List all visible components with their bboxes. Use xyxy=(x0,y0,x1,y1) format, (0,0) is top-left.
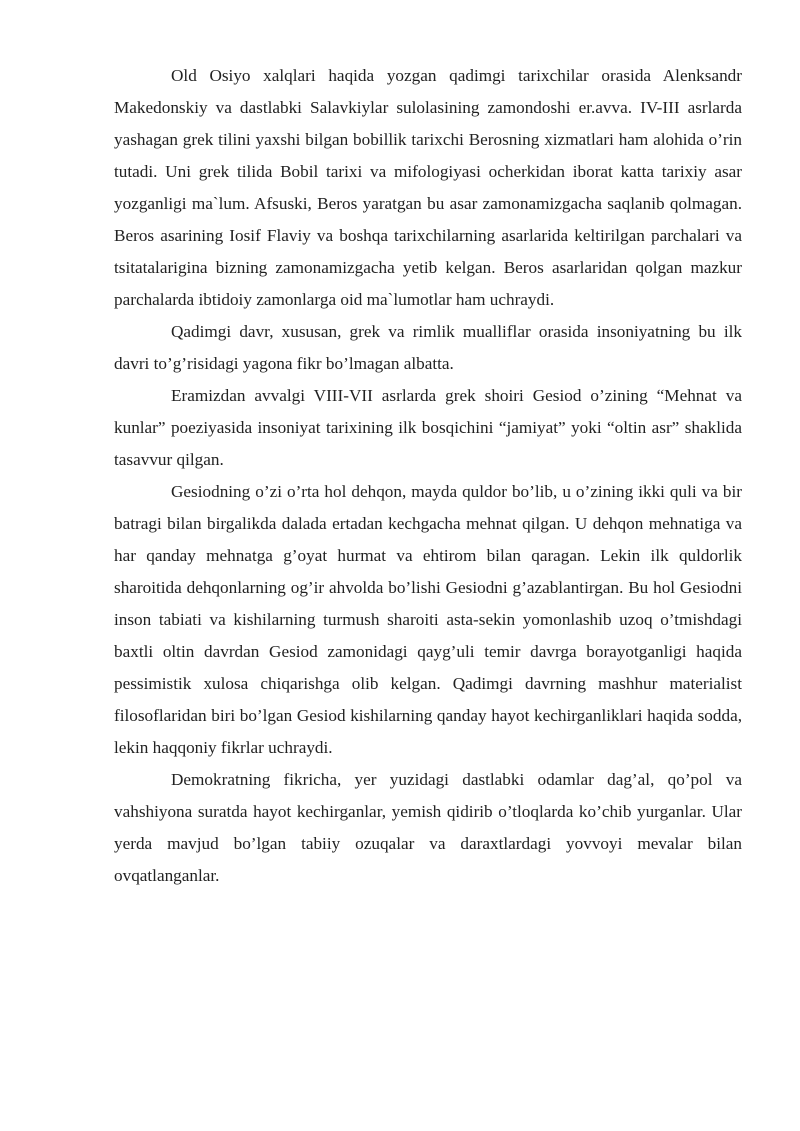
document-body xyxy=(114,60,742,892)
paragraph-5: Demokratning fikricha, yer yuzidagi dastlabki odamlar dag’al, qo’pol va vahshiyona suratda hayot kechirganlar, yemish qidirib o’tloqlarda ko’chib yurganlar. Ular yerda mavjud bo’lgan tabiiy ozuqalar va daraxtlardagi yovvoyi mevalar bilan ovqatlanganlar. xyxy=(114,770,742,885)
paragraph-2: Qadimgi davr, xususan, grek va rimlik mualliflar orasida insoniyatning bu ilk davri to’g’risidagi yagona fikr bo’lmagan albatta. xyxy=(114,322,742,373)
paragraph-3: Eramizdan avvalgi VIII-VII asrlarda grek shoiri Gesiod o’zining “Mehnat va kunlar” poeziyasida insoniyat tarixining ilk bosqichini “jamiyat” yoki “oltin asr” shaklida tasavvur qilgan. xyxy=(114,386,742,469)
paragraph-4: Gesiodning o’zi o’rta hol dehqon, mayda quldor bo’lib, u o’zining ikki quli va bir batragi bilan birgalikda dalada ertadan kechgacha mehnat qilgan. U dehqon mehnatiga va har qanday mehnatga g’oyat hurmat va ehtirom bilan qaragan. Lekin ilk quldorlik sharoitida dehqonlarning og’ir ahvolda bo’lishi Gesiodni g’azablantirgan. Bu hol Gesiodni inson tabiati va kishilarning turmush sharoiti asta-sekin yomonlashib uzoq o’tmishdagi baxtli oltin davrdan Gesiod zamonidagi qayg’uli temir davrga borayotganligi haqida pessimistik xulosa chiqarishga olib kelgan. Qadimgi davrning mashhur materialist filosoflaridan biri bo’lgan Gesiod kishilarning qanday hayot kechirganliklari haqida sodda, lekin haqqoniy fikrlar uchraydi. xyxy=(114,482,742,757)
paragraph-1: Old Osiyo xalqlari haqida yozgan qadimgi tarixchilar orasida Alenksandr Makedonskiy va dastlabki Salavkiylar sulolasining zamondoshi er.avva. IV-III asrlarda yashagan grek tilini yaxshi bilgan bobillik tarixchi Berosning xizmatlari ham alohida o’rin tutadi. Uni grek tilida Bobil tarixi va mifologiyasi ocherkidan iborat katta tarixiy asar yozganligi ma`lum. Afsuski, Beros yaratgan bu asar zamonamizgacha saqlanib qolmagan. Beros asarining Iosif Flaviy va boshqa tarixchilarning asarlarida keltirilgan parchalari va tsitatalarigina bizning zamonamizgacha yetib kelgan. Beros asarlaridan qolgan mazkur parchalarda ibtidoiy zamonlarga oid ma`lumotlar ham uchraydi. xyxy=(114,66,742,309)
